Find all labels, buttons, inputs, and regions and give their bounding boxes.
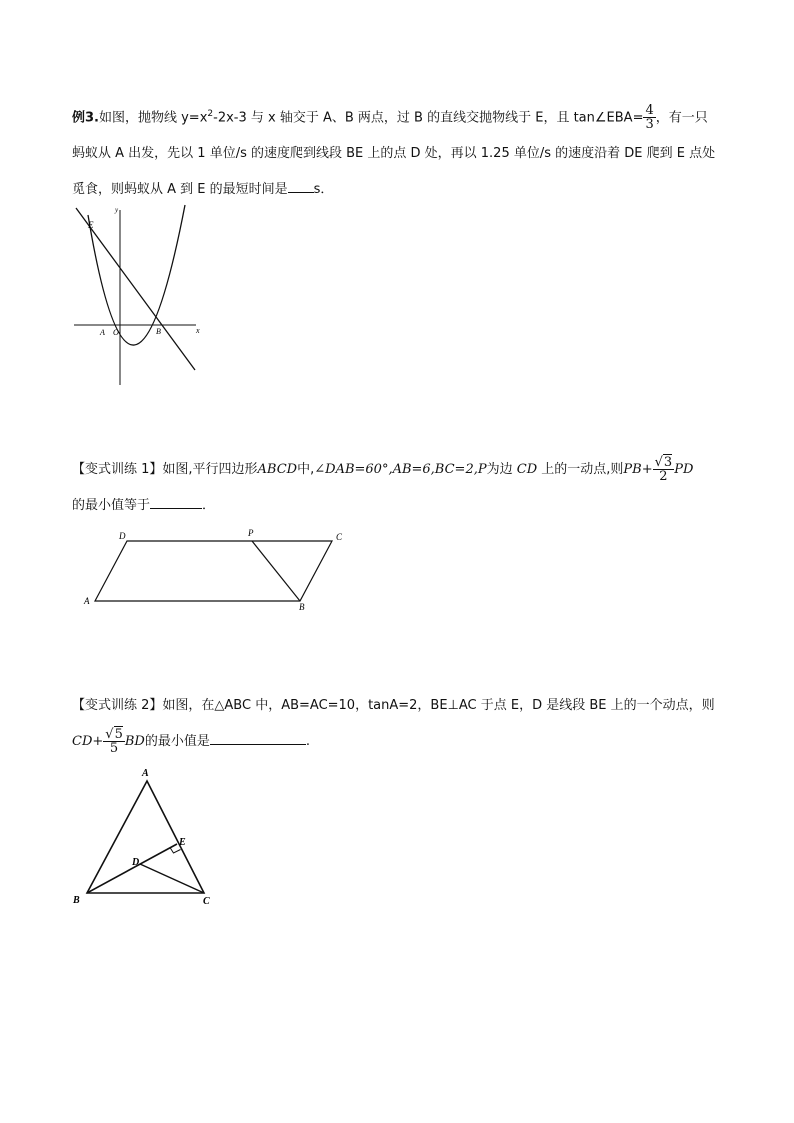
label-B: B: [156, 327, 161, 336]
label-E: E: [88, 220, 94, 230]
triangle-figure: [70, 765, 230, 910]
parallelogram-ABCD: [95, 541, 332, 601]
right-angle-mark: [170, 848, 181, 854]
label-D: D: [132, 857, 140, 868]
variant-2-line-1: 【变式训练 2】如图，在△ABC 中，AB=AC=10，tanA=2，BE⊥AC 于点 E，D 是线段 BE 上的一个动点，则: [72, 698, 715, 713]
label-C: C: [336, 532, 343, 542]
label-C: C: [203, 896, 210, 907]
sqrt5-fraction: $\frac{√5}{5}$: [105, 727, 123, 756]
variant-1: [72, 452, 722, 524]
line-BE: [76, 208, 195, 370]
label-O: O: [113, 328, 119, 337]
parabola-curve: [88, 205, 185, 345]
parallelogram-figure: [80, 525, 350, 615]
answer-blank[interactable]: [288, 178, 314, 193]
variant-2-line-2: CD+ $\frac{√5}{5}$ BD的最小值是 .: [72, 727, 310, 756]
example-3: [72, 96, 722, 208]
label-A: A: [142, 768, 149, 779]
label-A: A: [84, 596, 90, 606]
triangle-ABC: [87, 781, 204, 893]
label-x: x: [196, 326, 200, 335]
variant-1-line-2: 的最小值等于 ．: [72, 488, 722, 524]
label-D: D: [119, 531, 126, 541]
segment-CD: [140, 864, 204, 893]
sqrt3-fraction: $\frac{√3}{2}$: [654, 455, 673, 484]
label-B: B: [73, 895, 80, 906]
variant-2: [72, 688, 722, 760]
label-y: y: [115, 206, 119, 214]
variant-1-line-1: 【变式训练 1】如图,平行四边形ABCD中,∠DAB=60°,AB=6,BC=2,P为边 CD 上的一动点,则PB+ $\frac{√3}{2}$ PD: [72, 455, 694, 484]
example-3-line-2: 蚂蚁从 A 出发，先以 1 单位/s 的速度爬到线段 BE 上的点 D 处，再以 1.25 单位/s 的速度沿着 DE 爬到 E 点处: [72, 146, 716, 162]
answer-blank[interactable]: [210, 730, 306, 745]
label-E: E: [179, 837, 186, 848]
example-3-line-1: 例3.如图，抛物线 $y=x^2-2x-3$ 与 x 轴交于 A、B 两点，过 B 的直线交抛物线于 E，且 tan∠EBA= $\frac{4}{3}$ ，有一只: [72, 103, 708, 133]
segment-PB: [252, 541, 300, 601]
example-3-line-3: 觅食，则蚂蚁从 A 到 E 的最短时间是 s．: [72, 172, 722, 208]
label-A: A: [100, 328, 105, 337]
parabola-figure: [60, 200, 220, 395]
answer-blank[interactable]: [150, 494, 202, 509]
example-3-label: 例3.: [72, 110, 99, 126]
tan-fraction: $\frac{4}{3}$: [645, 103, 654, 133]
label-P: P: [248, 528, 254, 538]
label-B: B: [299, 602, 305, 612]
